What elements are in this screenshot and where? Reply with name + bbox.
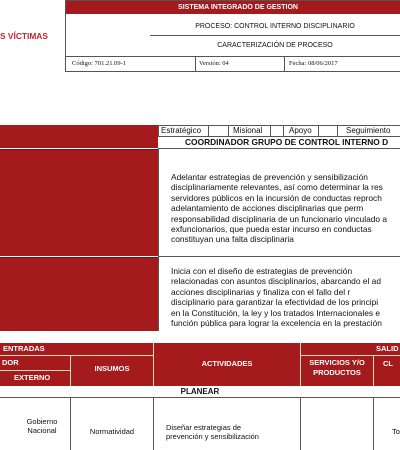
scope-line: Inicia con el diseño de estrategias de prevención <box>171 266 353 276</box>
left-band-responsible <box>0 137 158 148</box>
process-type-strategic: Estratégico <box>161 126 202 135</box>
logo-text: S VÍCTIMAS <box>0 31 48 41</box>
process-line: PROCESO: CONTROL INTERNO DISCIPLINARIO <box>150 22 400 36</box>
header-entradas: ENTRADAS <box>3 344 45 353</box>
scope-line: en la Constitución, la ley y los tratados Internacionales e <box>171 307 381 318</box>
objective-text <box>171 172 400 245</box>
header-externo: EXTERNO <box>14 373 51 382</box>
phase-label: PLANEAR <box>180 387 220 396</box>
process-type-support: Apoyo <box>289 126 312 135</box>
header-salidas: SALID <box>376 344 399 353</box>
row-divider <box>300 398 301 450</box>
objective-line: Adelantar estrategias de prevención y sensibilización <box>171 172 368 182</box>
scope-line: función pública para lograr la excelencia en la prestación <box>171 318 382 329</box>
left-band-objective <box>0 149 158 256</box>
objective-line: disciplinariamente relevantes, así como determinar la res <box>171 182 383 193</box>
objective-line: constituyan una falta disciplinaria <box>171 234 294 245</box>
header-servicios: SERVICIOS Y/O PRODUCTOS <box>309 358 365 377</box>
header-proveedor: DOR <box>2 358 19 367</box>
header-line <box>0 370 70 371</box>
cell-externo: Gobierno Nacional <box>26 417 58 435</box>
left-band-scope <box>0 257 158 331</box>
scope-line: relacionadas con asuntos disciplinarios, abarcando el ad <box>171 276 381 287</box>
document-code: Código: 701.21.09-1 <box>72 60 126 67</box>
scope-line: acciones disciplinarias y finaliza con el fallo del r <box>171 286 351 297</box>
header-divider <box>373 356 374 386</box>
objective-line: responsabilidad disciplinaria de un funcionario vinculado a <box>171 213 388 224</box>
scope-text <box>171 266 400 328</box>
objective-line: exfuncionarios, que pueda estar incurso en conductas <box>171 224 372 235</box>
cell-insumo: Normatividad <box>89 427 135 436</box>
document-version: Versión: 04 <box>199 60 229 67</box>
header-divider <box>300 343 301 386</box>
header-insumos: INSUMOS <box>94 364 130 373</box>
left-band-types <box>0 125 158 137</box>
document-type: CARACTERIZACIÓN DE PROCESO <box>217 42 333 49</box>
header-actividades: ACTIVIDADES <box>201 359 253 368</box>
document-date: Fecha: 08/06/2017 <box>289 60 338 67</box>
process-type-missional: Misional <box>233 126 263 135</box>
process-type-monitoring: Seguimiento <box>346 126 391 135</box>
objective-line: servidores públicos en la incursión de conductas reproch <box>171 192 382 203</box>
cell-actividad: Diseñar estrategias de prevención y sensibilización <box>166 423 259 441</box>
row-divider <box>373 398 374 450</box>
row-divider <box>70 398 71 450</box>
cell-cliente: To <box>392 427 400 436</box>
header-cliente: CL <box>383 359 393 368</box>
row-divider <box>153 398 154 450</box>
header-line <box>300 355 400 356</box>
header-line <box>0 355 153 356</box>
responsible-name: COORDINADOR GRUPO DE CONTROL INTERNO D <box>185 137 389 147</box>
objective-line: adelantamiento de acciones disciplinarias que perm <box>171 203 364 214</box>
scope-line: disciplinario para garantizar la efectividad de los principi <box>171 297 379 308</box>
system-title: SISTEMA INTEGRADO DE GESTION <box>66 1 400 14</box>
divider <box>284 56 285 72</box>
divider <box>195 56 196 72</box>
